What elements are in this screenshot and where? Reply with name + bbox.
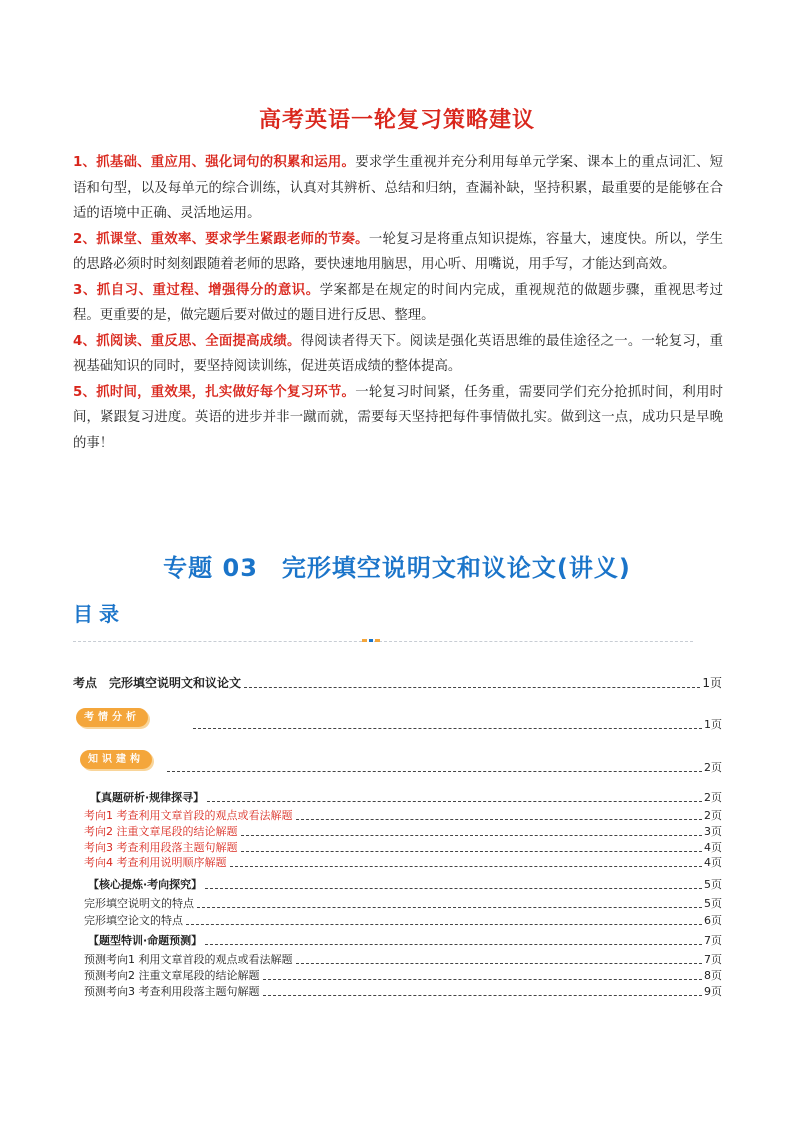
advice-text-2: 一轮复习是将重点知识提炼，容量大，速度快。所以，学生的思路必须时时刻刻跟随着老师的思路，要快速地用脑思，用心听、用嘴说，用手写，才能达到高效。 (73, 231, 723, 272)
toc-leader (263, 995, 703, 996)
toc-page: 2页 (704, 809, 722, 822)
advice-paragraph-2 (73, 227, 723, 278)
toc-label: 【题型特训·命题预测】 (88, 934, 203, 947)
toc-label: 完形填空论文的特点 (84, 914, 183, 927)
toc-row-shuomingwen[interactable] (84, 895, 722, 911)
advice-text-4: 得阅读者得天下。阅读是强化英语思维的最佳途径之一。一轮复习，重视基础知识的同时，要坚持阅读训练，促进英语成绩的整体提高。 (73, 333, 723, 374)
toc-label: 预测考向3 考查利用段落主题句解题 (84, 985, 260, 998)
advice-paragraph-5 (73, 380, 723, 457)
main-title: 高考英语一轮复习策略建议 (258, 108, 535, 133)
advice-lead-3: 3、抓自习、重过程、增强得分的意识。 (73, 282, 320, 298)
toc-page: 2页 (704, 761, 722, 774)
toc-row-yuce-1[interactable] (84, 951, 722, 967)
toc-label: 预测考向1 利用文章首段的观点或看法解题 (84, 953, 293, 966)
divider-ornament-icon (362, 637, 380, 644)
toc-leader (167, 771, 702, 772)
badge-kaoqing: 考情分析 (76, 708, 148, 727)
toc-leader (296, 963, 703, 964)
toc-row-tixing[interactable] (88, 932, 722, 948)
advice-lead-4: 4、抓阅读、重反思、全面提高成绩。 (73, 333, 301, 349)
toc-leader (205, 944, 702, 945)
toc-page: 5页 (704, 897, 722, 910)
toc-label: 考向3 考查利用段落主题句解题 (84, 841, 238, 854)
toc-page: 7页 (704, 953, 722, 966)
toc-row-yilunwen[interactable] (84, 912, 722, 928)
toc-page: 5页 (704, 878, 722, 891)
advice-paragraph-3 (73, 278, 723, 329)
advice-paragraph-4 (73, 329, 723, 380)
advice-text-1: 要求学生重视并充分利用每单元学案、课本上的重点词汇、短语和句型，以及每单元的综合训练，认真对其辨析、总结和归纳，查漏补缺，坚持积累，最重要的是能够在合适的语境中正确、灵活地运用。 (73, 155, 723, 221)
section-title (0, 548, 794, 583)
toc-leader (244, 687, 700, 688)
advice-lead-5: 5、抓时间，重效果，扎实做好每个复习环节。 (73, 384, 356, 400)
toc-row-kaodian[interactable] (73, 674, 722, 691)
toc-label: 考点 完形填空说明文和议论文 (73, 676, 242, 690)
toc-row-yuce-2[interactable] (84, 967, 722, 983)
section-name: 完形填空说明文和议论文(讲义) (281, 554, 631, 582)
toc-leader (207, 801, 702, 802)
toc-leader (197, 907, 702, 908)
toc-page: 4页 (704, 841, 722, 854)
toc-page: 9页 (704, 985, 722, 998)
toc-leader (241, 835, 703, 836)
toc-leader (186, 924, 702, 925)
toc-page: 6页 (704, 914, 722, 927)
toc-label: 考向1 考查利用文章首段的观点或看法解题 (84, 809, 293, 822)
badge-zhishi: 知识建构 (80, 750, 152, 769)
toc-label: 完形填空说明文的特点 (84, 897, 194, 910)
toc-row-hexin[interactable] (88, 876, 722, 892)
toc-leader (296, 819, 703, 820)
toc-heading: 目录 (73, 602, 125, 626)
toc-leader (205, 888, 702, 889)
section-number: 专题 03 (163, 554, 258, 582)
toc-leader (230, 866, 703, 867)
toc-leader (193, 728, 702, 729)
toc-row-yuce-3[interactable] (84, 983, 722, 999)
advice-paragraph-1 (73, 150, 723, 227)
toc-leader (263, 979, 703, 980)
toc-page: 1页 (702, 676, 722, 690)
toc-label: 预测考向2 注重文章尾段的结论解题 (84, 969, 260, 982)
toc-page: 1页 (704, 718, 722, 731)
toc-label: 考向4 考查利用说明顺序解题 (84, 856, 227, 869)
toc-page: 4页 (704, 856, 722, 869)
advice-lead-2: 2、抓课堂、重效率、要求学生紧跟老师的节奏。 (73, 231, 369, 247)
toc-label: 【核心提炼·考向探究】 (88, 878, 203, 891)
toc-row-kaoxiang-4[interactable] (84, 854, 722, 870)
toc-row-kaoxiang-3[interactable] (84, 839, 722, 855)
toc-row-zhishi[interactable] (164, 759, 722, 775)
toc-leader (241, 851, 703, 852)
toc-row-kaoqing[interactable] (190, 716, 722, 732)
toc-label: 考向2 注重文章尾段的结论解题 (84, 825, 238, 838)
toc-divider (73, 641, 693, 642)
toc-row-kaoxiang-1[interactable] (84, 807, 722, 823)
toc-row-zhenti[interactable] (90, 789, 722, 805)
advice-text-3: 学案都是在规定的时间内完成，重视规范的做题步骤，重视思考过程。更重要的是，做完题后要对做过的题目进行反思、整理。 (73, 282, 723, 323)
advice-lead-1: 1、抓基础、重应用、强化词句的积累和运用。 (73, 155, 356, 170)
toc-page: 2页 (704, 791, 722, 804)
toc-page: 3页 (704, 825, 722, 838)
toc-row-kaoxiang-2[interactable] (84, 823, 722, 839)
toc-page: 8页 (704, 969, 722, 982)
advice-text-5: 一轮复习时间紧，任务重，需要同学们充分抢抓时间，利用时间，紧跟复习进度。英语的进步并非一蹴而就，需要每天坚持把每件事情做扎实。做到这一点，成功只是早晚的事！ (73, 384, 723, 451)
toc-label: 【真题研析·规律探寻】 (90, 791, 205, 804)
toc-page: 7页 (704, 934, 722, 947)
advice-section (73, 150, 723, 456)
